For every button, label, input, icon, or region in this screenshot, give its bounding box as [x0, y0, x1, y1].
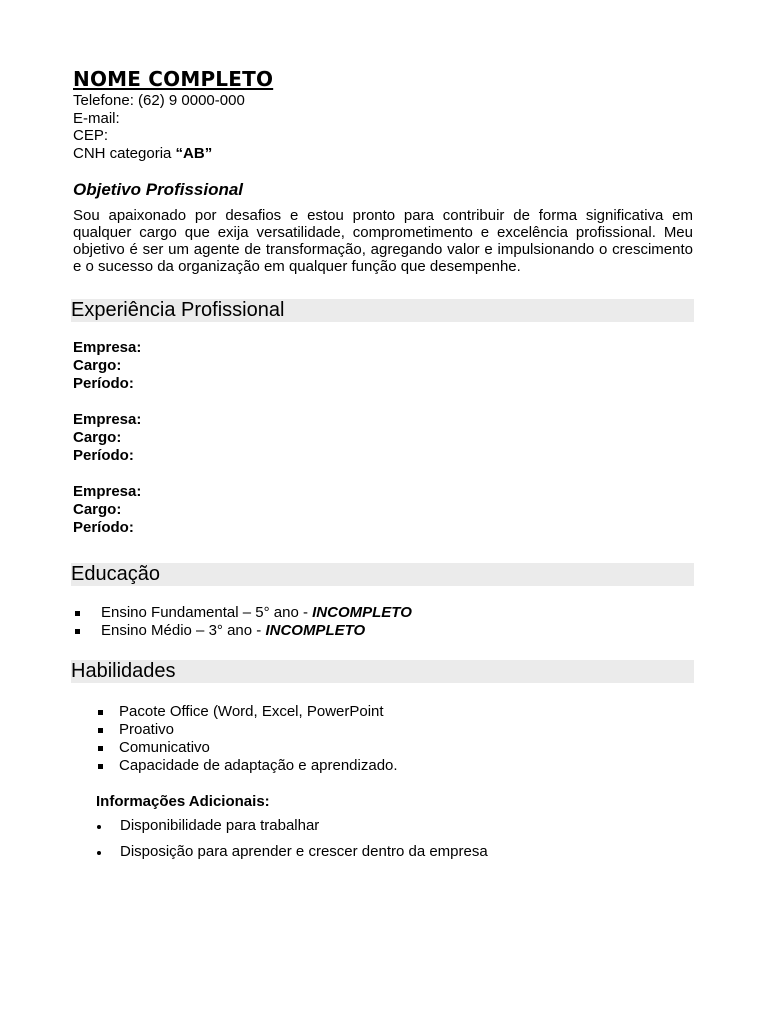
skill-item-text: Capacidade de adaptação e aprendizado. [119, 757, 398, 774]
skill-item-text: Comunicativo [119, 739, 210, 756]
full-name-heading: NOME COMPLETO [73, 67, 274, 91]
additional-info-item [73, 843, 694, 861]
company-label: Empresa: [73, 339, 142, 356]
phone-line: Telefone: (62) 9 0000-000 [73, 92, 245, 109]
education-item-status: INCOMPLETO [265, 622, 366, 639]
education-section-heading: Educação [71, 563, 694, 586]
objective-paragraph: Sou apaixonado por desafios e estou pronto para contribuir de forma significativa em qualquer cargo que exija versatilidade, comprometimento e excelência profissional. Meu objetivo é ser um agente de transformação, agregando valor e impulsionando o crescimento e o sucesso da organização em qualquer função que desempenhe. [73, 207, 693, 275]
education-item [73, 604, 694, 622]
square-bullet-icon [75, 629, 80, 634]
additional-info-heading: Informações Adicionais: [96, 793, 270, 810]
objective-heading: Objetivo Profissional [73, 180, 244, 199]
education-item [73, 622, 694, 640]
skills-section-heading: Habilidades [71, 660, 694, 683]
square-bullet-icon [98, 710, 103, 715]
role-label: Cargo: [73, 429, 122, 446]
cnh-line [73, 145, 694, 163]
experience-entry [73, 483, 694, 537]
skill-item [73, 703, 694, 721]
experience-entry [73, 411, 694, 465]
role-label: Cargo: [73, 501, 122, 518]
additional-info-item [73, 817, 694, 835]
resume-document [73, 66, 694, 861]
round-bullet-icon [97, 851, 101, 855]
company-label: Empresa: [73, 483, 142, 500]
square-bullet-icon [98, 728, 103, 733]
square-bullet-icon [75, 611, 80, 616]
additional-info-list [73, 817, 694, 861]
period-label: Período: [73, 519, 134, 536]
role-label: Cargo: [73, 357, 122, 374]
education-item-text: Ensino Fundamental – 5° ano - [101, 604, 313, 621]
email-line: E-mail: [73, 109, 120, 127]
education-list [73, 604, 694, 640]
skill-item [73, 721, 694, 739]
cnh-label: CNH categoria [73, 144, 176, 162]
experience-section-heading: Experiência Profissional [71, 299, 694, 322]
round-bullet-icon [97, 825, 101, 829]
skill-item-text: Pacote Office (Word, Excel, PowerPoint [119, 703, 384, 720]
experience-entry [73, 339, 694, 393]
period-label: Período: [73, 375, 134, 392]
education-item-text: Ensino Médio – 3° ano - [101, 622, 266, 639]
skill-item-text: Proativo [119, 721, 175, 738]
company-label: Empresa: [73, 411, 142, 428]
period-label: Período: [73, 447, 134, 464]
additional-info-text: Disponibilidade para trabalhar [120, 817, 320, 834]
square-bullet-icon [98, 764, 103, 769]
cnh-value: “AB” [175, 144, 213, 162]
skills-list [73, 703, 694, 775]
additional-info-text: Disposição para aprender e crescer dentro da empresa [120, 843, 488, 860]
cep-line: CEP: [73, 127, 109, 144]
skill-item [73, 757, 694, 775]
education-item-status: INCOMPLETO [312, 604, 412, 621]
square-bullet-icon [98, 746, 103, 751]
skill-item [73, 739, 694, 757]
